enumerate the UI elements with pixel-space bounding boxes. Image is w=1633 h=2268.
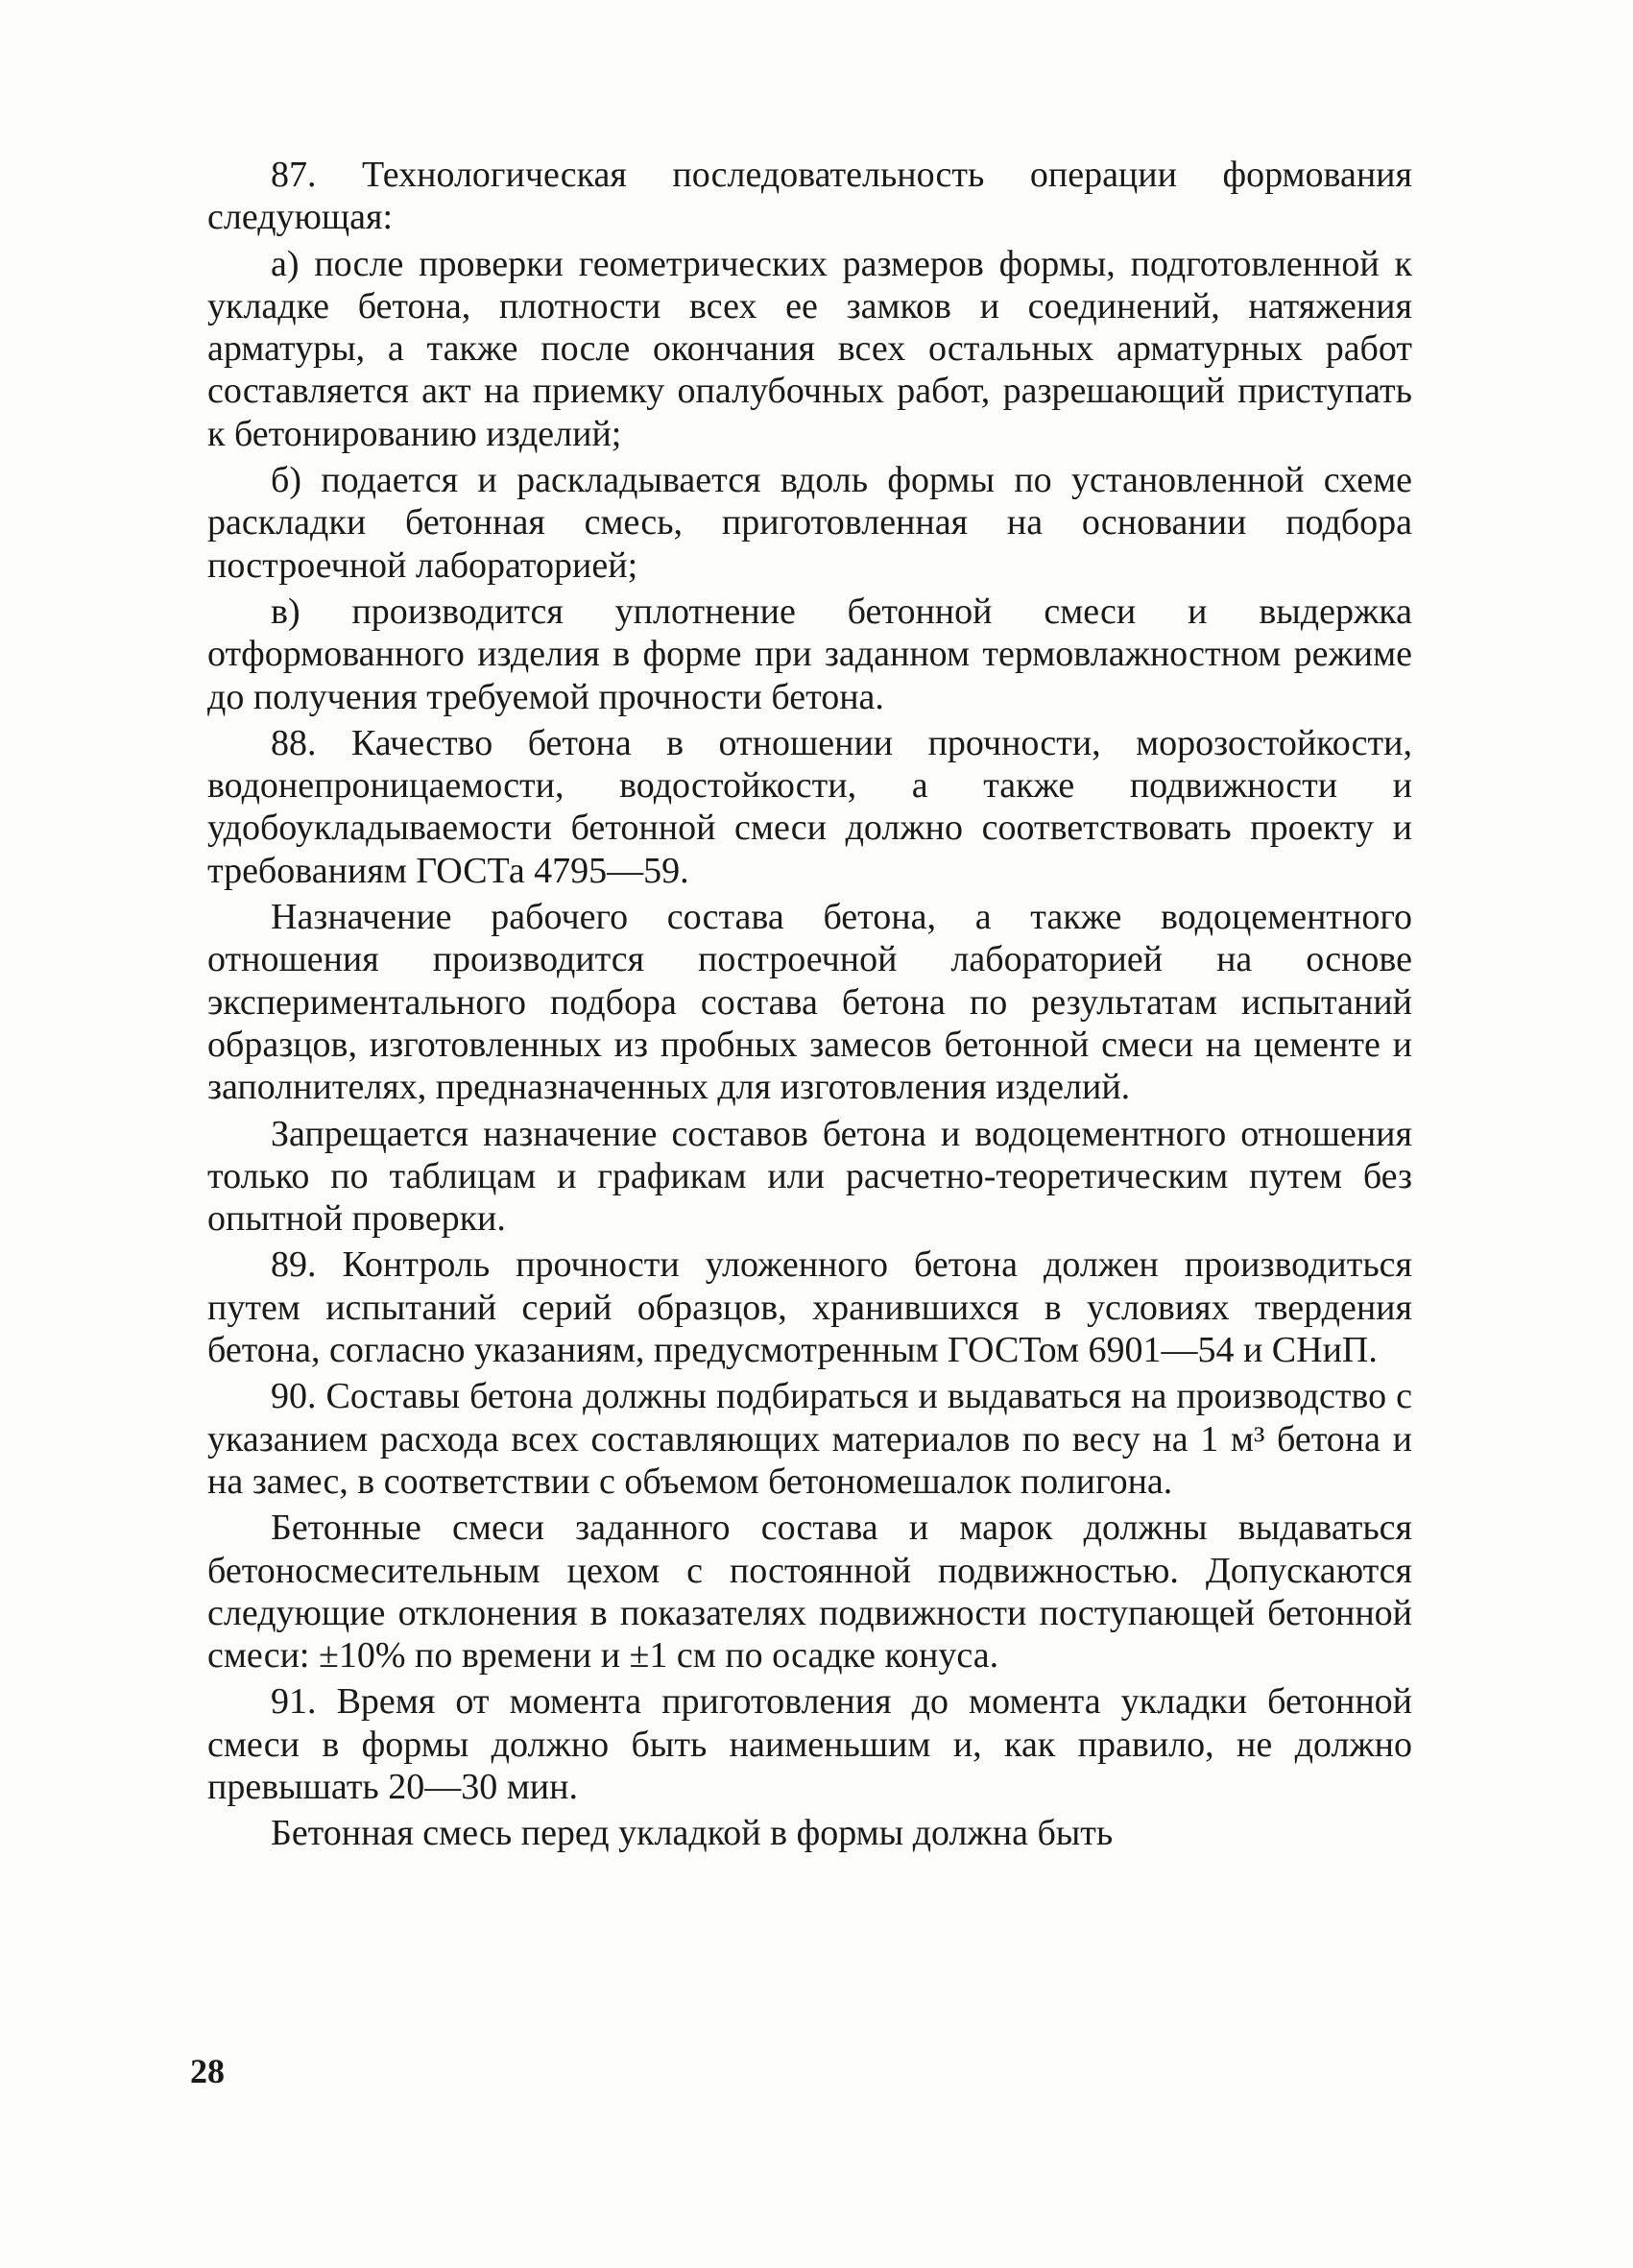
paragraph-87: 87. Технологическая последовательность операции формования следующая: <box>207 155 1412 238</box>
text-column <box>207 154 1412 1859</box>
paragraph-90-tolerances: Бетонные смеси заданного состава и марок должны выдаваться бетоносмесительным цехом с постоянной подвижностью. Допускаются следующие отклонения в показателях подвижности поступающей бетонной смеси: ±10% по времени и ±1 см по осадке конуса. <box>207 1508 1412 1677</box>
paragraph-88-prohibition: Запрещается назначение составов бетона и водоцементного отношения только по таблицам и графикам или расчетно-теоретическим путем без опытной проверки. <box>207 1113 1412 1240</box>
paragraph-87-v: в) производится уплотнение бетонной смеси и выдержка отформованного изделия в форме при заданном термовлажностном режиме до получения требуемой прочности бетона. <box>207 591 1412 717</box>
paragraph-87-b: б) подается и раскладывается вдоль формы по установленной схеме раскладки бетонная смесь, приготовленная на основании подбора построечной лабораторией; <box>207 460 1412 586</box>
paragraph-88-mix-design: Назначение рабочего состава бетона, а также водоцементного отношения производится построечной лабораторией на основе экспериментального подбора состава бетона по результатам испытаний образцов, изготовленных из пробных замесов бетонной смеси на цементе и заполнителях, предназначенных для изготовления изделий. <box>207 897 1412 1108</box>
paragraph-90: 90. Составы бетона должны подбираться и выдаваться на производство с указанием расхода всех составляющих материалов по весу на 1 м³ бетона и на замес, в соответствии с объемом бетономешалок полигона. <box>207 1376 1412 1502</box>
paragraph-89: 89. Контроль прочности уложенного бетона должен производиться путем испытаний серий образцов, хранившихся в условиях твердения бетона, согласно указаниям, предусмотренным ГОСТом 6901—54 и СНиП. <box>207 1244 1412 1371</box>
paragraph-87-a: а) после проверки геометрических размеров формы, подготовленной к укладке бетона, плотности всех ее замков и соединений, натяжения арматуры, а также после окончания всех остальных арматурных работ составляется акт на приемку опалубочных работ, разрешающий приступать к бетонированию изделий; <box>207 243 1412 454</box>
paragraph-88: 88. Качество бетона в отношении прочности, морозостойкости, водонепроницаемости, водостойкости, а также подвижности и удобоукладываемости бетонной смеси должно соответствовать проекту и требованиям ГОСТа 4795—59. <box>207 722 1412 891</box>
page-number: 28 <box>190 2052 225 2090</box>
paragraph-91-continued: Бетонная смесь перед укладкой в формы должна быть <box>271 1813 1114 1854</box>
paragraph-91: 91. Время от момента приготовления до момента укладки бетонной смеси в формы должно быть наименьшим и, как правило, не должно превышать 20—30 мин. <box>207 1681 1412 1807</box>
